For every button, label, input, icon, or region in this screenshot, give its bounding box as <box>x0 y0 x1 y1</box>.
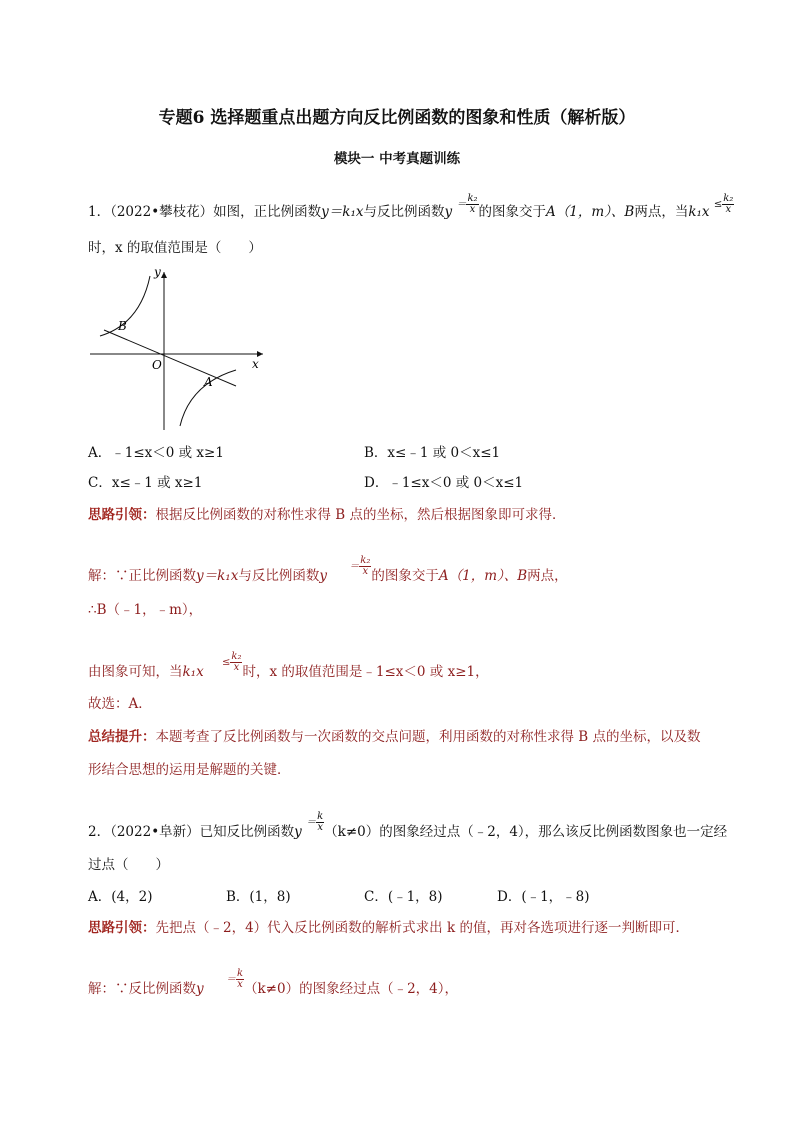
q1-stem-line2: 时，x 的取值范围是（ ） <box>88 240 262 256</box>
q2-hint: 思路引领：先把点（﹣2，4）代入反比例函数的解析式求出 k 的值，再对各选项进行逐一判断即可． <box>88 920 689 936</box>
q2-option-B[interactable]: B．(1，8) <box>226 889 291 905</box>
q2-solution-fraction: ＝ $\frac{k}{x}$ <box>225 968 243 990</box>
q1-summary-line2: 形结合思想的运用是解题的关键． <box>88 762 291 778</box>
module-subtitle: 模块一 中考真题训练 <box>333 151 461 167</box>
q1-solution-line2: ∴B（﹣1，﹣m）， <box>88 602 203 618</box>
q2-option-A[interactable]: A．(4，2) <box>88 889 153 905</box>
q2-option-C[interactable]: C．(﹣1，8) <box>364 889 443 905</box>
q1-solution-leq-fraction: ≤ $\frac{\text{k₂}}{x}$ <box>222 651 242 673</box>
q1-fraction-k2-over-x: ＝ $\frac{\text{k₂}}{x}$ <box>456 193 478 215</box>
q1-solution-fraction: ＝ $\frac{\text{k₂}}{x}$ <box>349 555 371 577</box>
q1-solution-line1: 解：∵正比例函数y＝k₁x与反比例函数y ＝ $\frac{\text{k₂}}{x}$ 的图象交于A（1，m）、B两点， <box>88 555 568 584</box>
label-y: y <box>154 265 161 279</box>
line-y-k1x <box>104 330 236 386</box>
q1-option-D[interactable]: D．﹣1≤x＜0 或 0＜x≤1 <box>364 475 524 491</box>
q2-fraction-k-over-x: ＝ $\frac{k}{x}$ <box>306 811 324 833</box>
q1-fraction-leq-k2-over-x: ≤ $\frac{\text{k₂}}{x}$ <box>713 193 734 215</box>
q1-graph-figure <box>88 262 268 432</box>
q1-option-C[interactable]: C．x≤﹣1 或 x≥1 <box>88 475 203 491</box>
label-point-A: A <box>204 375 213 389</box>
q1-solution-line3: 由图象可知，当k₁x ≤ $\frac{\text{k₂}}{x}$ 时，x 的取值范围是﹣1≤x＜0 或 x≥1， <box>88 651 489 680</box>
q2-solution-line1: 解：∵反比例函数y ＝ $\frac{k}{x}$ （k≠0）的图象经过点（﹣2，4）， <box>88 968 459 997</box>
label-point-B: B <box>118 319 127 333</box>
q1-hint: 思路引领：根据反比例函数的对称性求得 B 点的坐标，然后根据图象即可求得． <box>88 507 566 523</box>
q2-stem-line2: 过点（ ） <box>88 857 169 873</box>
label-x: x <box>252 357 259 371</box>
q1-option-B[interactable]: B．x≤﹣1 或 0＜x≤1 <box>364 445 501 461</box>
label-origin: O <box>152 358 162 372</box>
q1-solution-answer: 故选：A． <box>88 696 152 712</box>
page-title: 专题6 选择题重点出题方向反比例函数的图象和性质（解析版） <box>158 108 636 128</box>
q2-stem-line1: 2．（2022•阜新）已知反比例函数y ＝ $\frac{k}{x}$ （k≠0）的图象经过点（﹣2，4），那么该反比例函数图象也一定经 <box>88 811 728 840</box>
q1-option-A[interactable]: A．﹣1≤x＜0 或 x≥1 <box>88 445 224 461</box>
q1-stem-line1: 1．（2022•攀枝花）如图，正比例函数y＝k₁x与反比例函数y ＝ $\frac{\text{k₂}}{x}$ 的图象交于A（1，m）、B两点，当k₁x ≤ $\frac{\text{k₂}}{x}$ <box>88 193 734 220</box>
q2-option-D[interactable]: D．(﹣1，﹣8) <box>497 889 590 905</box>
q1-summary-line1: 总结提升：本题考查了反比例函数与一次函数的交点问题，利用函数的对称性求得 B 点的坐标，以及数 <box>88 729 701 745</box>
